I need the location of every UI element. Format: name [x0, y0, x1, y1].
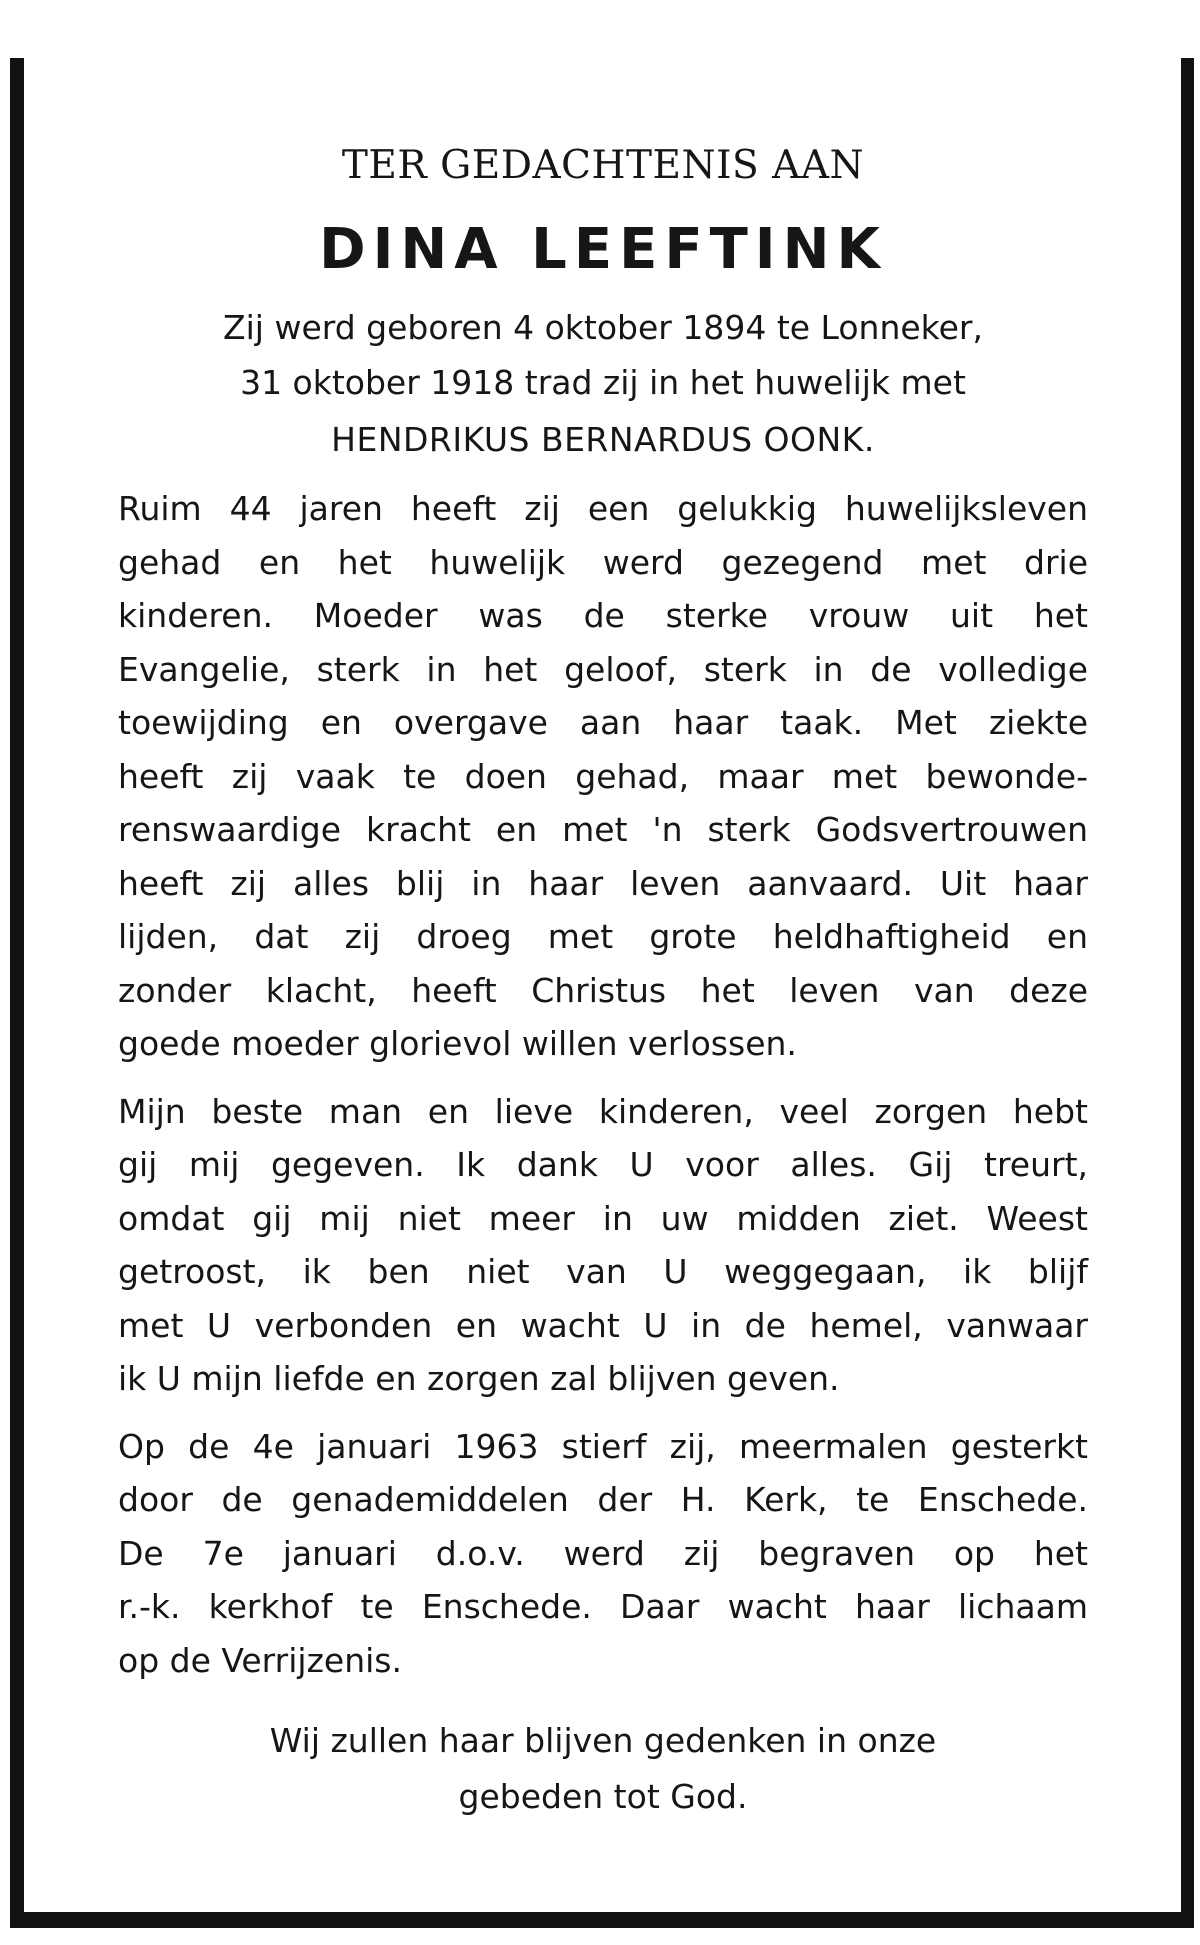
text-line: zonder klacht, heeft Christus het leven van deze: [118, 970, 1088, 1010]
text-line: Evangelie, sterk in het geloof, sterk in de volledige: [118, 649, 1088, 689]
deceased-name: DINA LEEFTINK: [319, 217, 887, 282]
farewell-paragraph: [118, 1085, 1088, 1406]
text-line: heeft zij vaak te doen gehad, maar met bewonde-: [118, 756, 1088, 796]
text-line: Op de 4e januari 1963 stierf zij, meermalen gesterkt: [118, 1426, 1088, 1466]
text-line: De 7e januari d.o.v. werd zij begraven op het: [118, 1533, 1088, 1573]
text-line: met U verbonden en wacht U in de hemel, vanwaar: [118, 1305, 1088, 1345]
text-line: gij mij gegeven. Ik dank U voor alles. Gij treurt,: [118, 1145, 1088, 1184]
text-line: renswaardige kracht en met 'n sterk Godsvertrouwen: [118, 810, 1088, 849]
text-line: Mijn beste man en lieve kinderen, veel zorgen hebt: [118, 1091, 1088, 1131]
closing-line: Wij zullen haar blijven gedenken in onze: [269, 1721, 937, 1760]
text-line: lijden, dat zij droeg met grote heldhaftigheid en: [118, 917, 1088, 956]
card-heading: TER GEDACHTENIS AAN: [341, 143, 865, 188]
text-line: toewijding en overgave aan haar taak. Met ziekte: [118, 703, 1088, 742]
closing-prayer: [118, 1713, 1088, 1825]
text-line: door de genademiddelen der H. Kerk, te Enschede.: [118, 1480, 1088, 1519]
text-line: ik U mijn liefde en zorgen zal blijven geven.: [118, 1359, 840, 1398]
text-line: kinderen. Moeder was de sterke vrouw uit het: [118, 596, 1088, 635]
death-paragraph: [118, 1420, 1088, 1688]
intro-line: Zij werd geboren 4 oktober 1894 te Lonneker,: [223, 308, 983, 347]
spouse-name: HENDRIKUS BERNARDUS OONK.: [331, 420, 875, 459]
text-line: getroost, ik ben niet van U weggegaan, ik blijf: [118, 1252, 1088, 1291]
closing-line: gebeden tot God.: [458, 1777, 748, 1816]
text-line: op de Verrijzenis.: [118, 1640, 402, 1680]
text-line: r.-k. kerkhof te Enschede. Daar wacht haar lichaam: [118, 1587, 1088, 1626]
intro-line: 31 oktober 1918 trad zij in het huwelijk met: [240, 363, 966, 402]
text-line: gehad en het huwelijk werd gezegend met drie: [118, 542, 1088, 582]
text-line: omdat gij mij niet meer in uw midden ziet. Weest: [118, 1198, 1088, 1238]
life-paragraph: [118, 482, 1088, 1071]
text-line: Ruim 44 jaren heeft zij een gelukkig huwelijksleven: [118, 489, 1088, 528]
text-line: goede moeder glorievol willen verlossen.: [118, 1024, 797, 1063]
intro-text: [118, 300, 1088, 410]
memorial-card-text: [118, 140, 1088, 1825]
text-line: heeft zij alles blij in haar leven aanvaard. Uit haar: [118, 863, 1088, 903]
